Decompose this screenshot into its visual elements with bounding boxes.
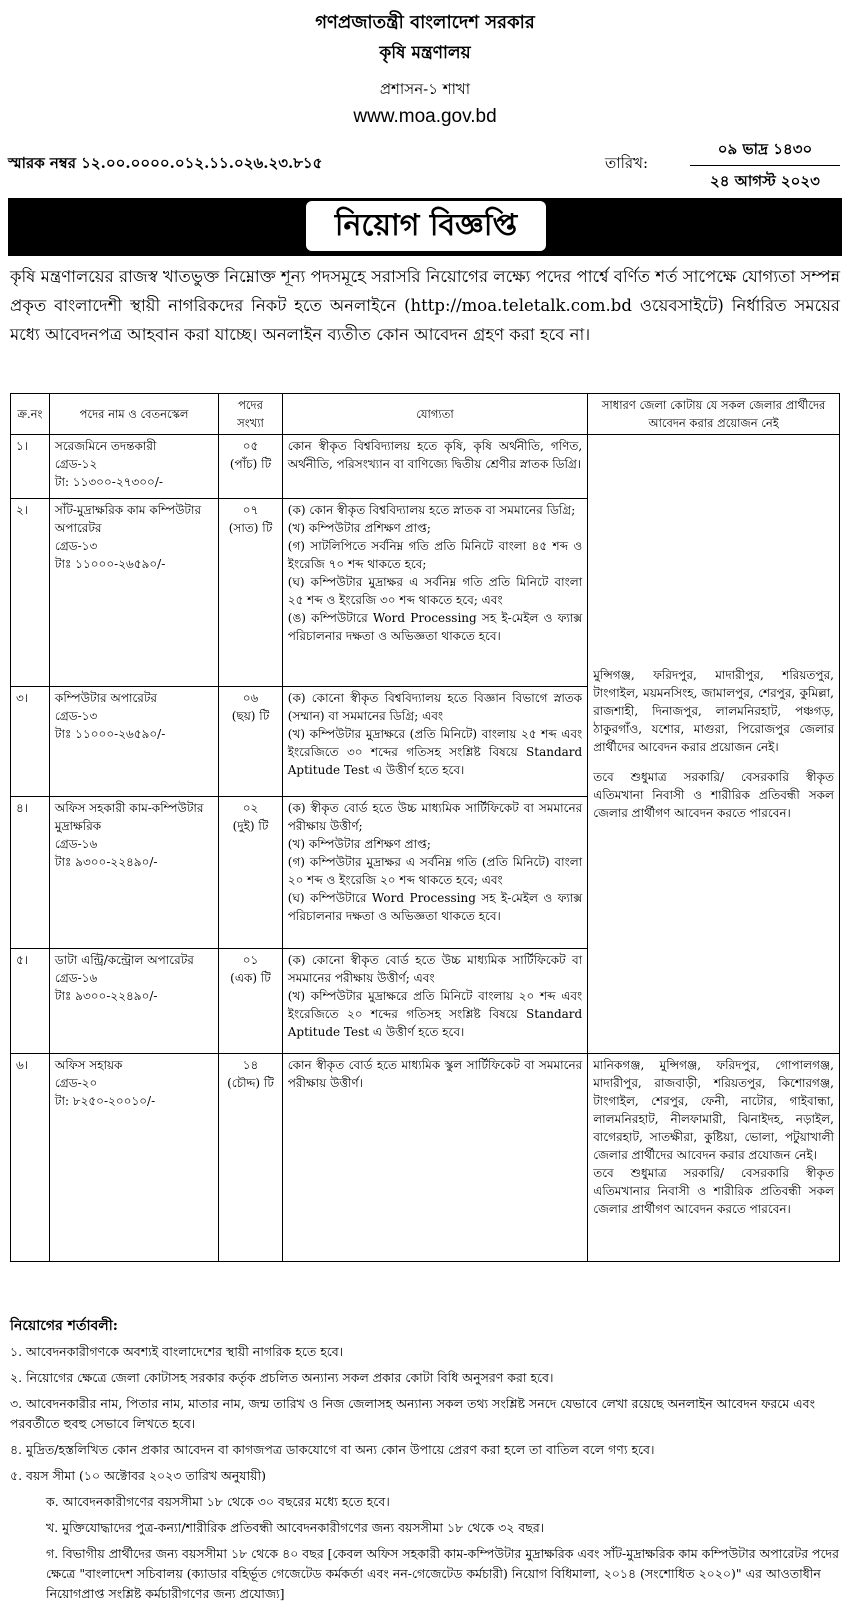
qualification-line: (ক) কোনো স্বীকৃত বোর্ড হতে উচ্চ মাধ্যমিক সার্টিফিকেট বা সমমানের পরীক্ষায় উত্তীর্ণ; এবং bbox=[287, 953, 583, 985]
header-post-count: পদের সংখ্যা bbox=[219, 394, 283, 435]
post-name-line: গ্রেড-২০ bbox=[54, 1076, 98, 1090]
qualification-line: (ক) স্বীকৃত বোর্ড হতে উচ্চ মাধ্যমিক সার্টিফিকেট বা সমমানের পরীক্ষায় উত্তীর্ণ; bbox=[287, 801, 583, 833]
intro-paragraph: কৃষি মন্ত্রণালয়ের রাজস্ব খাতভুক্ত নিম্নোক্ত শূন্য পদসমূহে সরাসরি নিয়োগের লক্ষ্যে পদের পার্শ্বে বর্ণিত শর্ত সাপেক্ষে যোগ্যতা সম্পন্ন প্রকৃত বাংলাদেশী স্থায়ী নাগরিকদের নিকট হতে অনলাইনে (http://moa.teletalk.com.bd ওয়েবসাইটে) নির্ধারিত সময়ের মধ্যে আবেদনপত্র আহবান করা যাচ্ছে। অনলাইন ব্যতীত কোন আবেদন গ্রহণ করা হবে না। bbox=[10, 267, 840, 344]
cell-post-name bbox=[49, 435, 218, 499]
cell-post-count bbox=[219, 797, 283, 949]
cell-qualification bbox=[282, 797, 587, 949]
quota-paragraph: মুন্সিগঞ্জ, ফরিদপুর, মাদারীপুর, শরিয়তপুর, টাংগাইল, ময়মনসিংহ, জামালপুর, শেরপুর, কুমিল্লা, রাজশাহী, দিনাজপুর, লালমনিরহাট, পঞ্চগড়, ঠাকুরগাঁও, যশোর, মাগুরা, পিরোজপুর জেলার প্রার্থীদের আবেদন করার প্রয়োজন নেই। bbox=[593, 668, 834, 754]
post-count-line: ০৫ bbox=[242, 439, 259, 453]
qualification-line: (গ) কম্পিউটার মুদ্রাক্ষর এ সর্বনিম্ন গতি (প্রতি মিনিটে) বাংলা ২০ শব্দ ও ইংরেজি ২০ শব্দ থাকতে হবে; এবং bbox=[287, 855, 583, 887]
post-name-line: ডাটা এন্ট্রি/কন্ট্রোল অপারেটর bbox=[54, 953, 194, 967]
branch-name: প্রশাসন-১ শাখা bbox=[379, 80, 471, 98]
qualification-line: (গ) সাটলিপিতে সর্বনিম্ন গতি প্রতি মিনিটে বাংলা ৪৫ শব্দ ও ইংরেজি ৭০ শব্দ থাকতে হবে; bbox=[287, 539, 583, 571]
post-count-line: (এক) টি bbox=[230, 971, 271, 985]
cell-post-count bbox=[219, 499, 283, 687]
cell-qualification bbox=[282, 499, 587, 687]
date-block bbox=[690, 138, 840, 195]
cell-post-name bbox=[49, 687, 218, 797]
post-name-line: গ্রেড-১৬ bbox=[54, 971, 98, 985]
cell-serial: ১। bbox=[11, 435, 50, 499]
header-serial: ক্র.নং bbox=[11, 394, 50, 435]
notice-title: নিয়োগ বিজ্ঞপ্তি bbox=[306, 201, 546, 251]
post-name-line: সাঁট-মুদ্রাক্ষরিক কাম কম্পিউটার অপারেটর bbox=[54, 503, 202, 535]
quota-paragraph: তবে শুধুমাত্র সরকারি/ বেসরকারি স্বীকৃত এতিমখানার নিবাসী ও শারীরিক প্রতিবন্ধী সকল জেলার প্রার্থীগণ আবেদন করতে পারবেন। bbox=[593, 1166, 834, 1216]
qualification-line: কোন স্বীকৃত বোর্ড হতে মাধ্যমিক স্কুল সার্টিফিকেট বা সমমানের পরীক্ষায় উত্তীর্ণ। bbox=[287, 1058, 583, 1090]
post-name-line: অফিস সহকারী কাম-কম্পিউটার মুদ্রাক্ষরিক bbox=[54, 801, 204, 833]
post-name-line: টা: ১১৩০০-২৭৩০০/- bbox=[54, 475, 163, 489]
qualification-line: (ক) কোন স্বীকৃত বিশ্ববিদ্যালয় হতে স্নাতক বা সমমানের ডিগ্রি; bbox=[287, 503, 576, 517]
post-name-line: গ্রেড-১৩ bbox=[54, 539, 98, 553]
cell-qualification bbox=[282, 435, 587, 499]
qualification-line: (ঘ) কম্পিউটারে Word Processing সহ ই-মেইল ও ফ্যাক্স পরিচালনার দক্ষতা ও অভিজ্ঞতা থাকতে হবে। bbox=[287, 891, 583, 923]
cell-qualification bbox=[282, 1054, 587, 1262]
post-count-line: ০৬ bbox=[242, 691, 259, 705]
post-count-line: ০১ bbox=[242, 953, 259, 967]
conditions-section bbox=[10, 1316, 840, 1610]
header-post-name: পদের নাম ও বেতনস্কেল bbox=[49, 394, 218, 435]
qualification-line: (খ) কম্পিউটার প্রশিক্ষণ প্রাপ্ত; bbox=[287, 521, 431, 535]
table-row bbox=[11, 435, 840, 499]
cell-qualification bbox=[282, 687, 587, 797]
cell-serial: ৪। bbox=[11, 797, 50, 949]
condition-subitem: ক. আবেদনকারীগণের বয়সসীমা ১৮ থেকে ৩০ বছরের মধ্যে হতে হবে। bbox=[46, 1494, 390, 1509]
post-name-line: সরেজমিনে তদন্তকারী bbox=[54, 439, 157, 453]
post-name-line: গ্রেড-১৩ bbox=[54, 709, 98, 723]
cell-serial: ৬। bbox=[11, 1054, 50, 1262]
post-count-line: (সাত) টি bbox=[228, 521, 273, 535]
cell-post-name bbox=[49, 797, 218, 949]
conditions-title: নিয়োগের শর্তাবলী: bbox=[10, 1318, 118, 1334]
date-label: তারিখ: bbox=[605, 154, 649, 172]
qualification-line: (খ) কম্পিউটার মুদ্রাক্ষরে (প্রতি মিনিটে) বাংলায় ২৫ শব্দ এবং ইংরেজিতে ৩০ শব্দের গতিসহ সংশ্লিষ্ট বিষয়ে Standard Aptitude Test এ উত্তীর্ণ হতে হবে। bbox=[287, 727, 583, 777]
date-english: ২৪ আগস্ট ২০২৩ bbox=[710, 172, 820, 190]
quota-paragraph: তবে শুধুমাত্র সরকারি/ বেসরকারি স্বীকৃত এতিমখানা নিবাসী ও শারীরিক প্রতিবন্ধী সকল জেলার প্রার্থীগণ আবেদন করতে পারবেন। bbox=[593, 770, 834, 820]
post-name-line: গ্রেড-১২ bbox=[54, 457, 98, 471]
table-row bbox=[11, 1054, 840, 1262]
condition-subitem: গ. বিভাগীয় প্রার্থীদের জন্য বয়সসীমা ১৮ থেকে ৪০ বছর [কেবল অফিস সহকারী কাম-কম্পিউটার মুদ্রাক্ষরিক এবং সাঁট-মুদ্রাক্ষরিক কাম কম্পিউটার অপারেটর পদের ক্ষেত্রে "বাংলাদেশ সচিবালয় (ক্যাডার বহির্ভূত গেজেটেড কর্মকর্তা এবং নন-গেজেটেড কর্মচারী) নিয়োগ বিধিমালা, ২০১৪ (সংশোধিত ২০২০)" এর আওতাধীন নিয়োগপ্রাপ্ত সংশ্লিষ্ট কর্মচারীগণের জন্য প্রযোজ্য] bbox=[46, 1546, 839, 1601]
table-header-row bbox=[11, 394, 840, 435]
condition-item: ২. নিয়োগের ক্ষেত্রে জেলা কোটাসহ সরকার কর্তৃক প্রচলিত অন্যান্য সকল প্রকার কোটা বিধি অনুসরণ করা হবে। bbox=[10, 1370, 554, 1385]
post-count-line: ০৭ bbox=[242, 503, 259, 517]
condition-item: ১. আবেদনকারীগণকে অবশ্যই বাংলাদেশের স্থায়ী নাগরিক হতে হবে। bbox=[10, 1344, 344, 1359]
cell-serial: ৫। bbox=[11, 949, 50, 1054]
header-quota: সাধারণ জেলা কোটায় যে সকল জেলার প্রার্থীদের আবেদন করার প্রয়োজন নেই bbox=[588, 394, 840, 435]
qualification-line: (ঙ) কম্পিউটারে Word Processing সহ ই-মেইল ও ফ্যাক্স পরিচালনার দক্ষতা ও অভিজ্ঞতা থাকতে হবে। bbox=[287, 611, 583, 643]
cell-quota-group-a bbox=[588, 435, 840, 1054]
cell-post-name bbox=[49, 499, 218, 687]
cell-post-name bbox=[49, 949, 218, 1054]
post-name-line: গ্রেড-১৬ bbox=[54, 837, 98, 851]
condition-item: ৫. বয়স সীমা (১০ অক্টোবর ২০২৩ তারিখ অনুযায়ী) bbox=[10, 1468, 266, 1483]
qualification-line: (ক) কোনো স্বীকৃত বিশ্ববিদ্যালয় হতে বিজ্ঞান বিভাগে স্নাতক (সম্মান) বা সমমানের ডিগ্রি; এবং bbox=[287, 691, 583, 723]
memo-number: স্মারক নম্বর ১২.০০.০০০০.০১২.১১.০২৬.২৩.৮১৫ bbox=[8, 154, 323, 172]
post-count-line: ০২ bbox=[242, 801, 259, 815]
qualification-line: (খ) কম্পিউটার মুদ্রাক্ষরে প্রতি মিনিটে বাংলায় ২০ শব্দ এবং ইংরেজিতে ২০ শব্দের গতিসহ সংশ্লিষ্ট বিষয়ে Standard Aptitude Test এ উত্তীর্ণ হতে হবে। bbox=[287, 989, 583, 1039]
post-count-line: (চৌদ্দ) টি bbox=[227, 1076, 274, 1090]
condition-subitem: খ. মুক্তিযোদ্ধাদের পুত্র-কন্যা/শারীরিক প্রতিবন্ধী আবেদনকারীগণের জন্য বয়সসীমা ১৮ থেকে ৩২ বছর। bbox=[46, 1520, 545, 1535]
cell-qualification bbox=[282, 949, 587, 1054]
condition-item: ৪. মুদ্রিত/হস্তলিখিত কোন প্রকার আবেদন বা কাগজপত্র ডাকযোগে বা অন্য কোন উপায়ে প্রেরণ করা হলে তা বাতিল বলে গণ্য হবে। bbox=[10, 1442, 655, 1457]
post-count-line: (ছয়) টি bbox=[231, 709, 270, 723]
post-name-line: টাঃ ৯৩০০-২২৪৯০/- bbox=[54, 855, 158, 869]
cell-post-name bbox=[49, 1054, 218, 1262]
post-name-line: কম্পিউটার অপারেটর bbox=[54, 691, 158, 705]
post-name-line: টাঃ ১১০০০-২৬৫৯০/- bbox=[54, 557, 166, 571]
quota-paragraph: মানিকগঞ্জ, মুন্সিগঞ্জ, ফরিদপুর, গোপালগঞ্জ, মাদারীপুর, রাজবাড়ী, শরিয়তপুর, কিশোরগঞ্জ, টাংগাইল, শেরপুর, ফেনী, নাটোর, গাইবান্ধা, লালমনিরহাট, নীলফামারী, ঝিনাইদহ, নড়াইল, বাগেরহাট, সাতক্ষীরা, কুষ্টিয়া, ভোলা, পটুয়াখালী জেলার প্রার্থীদের আবেদন করার প্রযোজন নেই। bbox=[593, 1058, 834, 1162]
post-count-line: ১৪ bbox=[242, 1058, 259, 1072]
cell-post-count bbox=[219, 687, 283, 797]
header-qualification: যোগ্যতা bbox=[282, 394, 587, 435]
post-count-line: (পাঁচ) টি bbox=[229, 457, 272, 471]
post-count-line: (দুই) টি bbox=[232, 819, 269, 833]
condition-item: ৩. আবেদনকারীর নাম, পিতার নাম, মাতার নাম, জন্ম তারিখ ও নিজ জেলাসহ অন্যান্য সকল তথ্য সংশ্লিষ্ট সনদে যেভাবে লেখা রয়েছে অনলাইন আবেদন ফরমে এবং পরবর্তীতে হুবহু সেভাবে লিখতে হবে। bbox=[10, 1396, 815, 1431]
cell-post-count bbox=[219, 1054, 283, 1262]
qualification-line: (খ) কম্পিউটার প্রশিক্ষণ প্রাপ্ত; bbox=[287, 837, 431, 851]
ministry-name: কৃষি মন্ত্রণালয় bbox=[379, 43, 471, 63]
post-name-line: টাঃ ১১০০০-২৬৫৯০/- bbox=[54, 727, 166, 741]
cell-serial: ২। bbox=[11, 499, 50, 687]
post-name-line: টাঃ ৯৩০০-২২৪৯০/- bbox=[54, 989, 158, 1003]
cell-post-count bbox=[219, 435, 283, 499]
qualification-line: কোন স্বীকৃত বিশ্ববিদ্যালয় হতে কৃষি, কৃষি অর্থনীতি, গণিত, অর্থনীতি, পরিসংখ্যান বা বাণিজ্যে দ্বিতীয় শ্রেণীর স্নাতক ডিগ্রি। bbox=[287, 439, 583, 471]
cell-serial: ৩। bbox=[11, 687, 50, 797]
website-link[interactable]: www.moa.gov.bd bbox=[353, 106, 497, 127]
government-name: গণপ্রজাতন্ত্রী বাংলাদেশ সরকার bbox=[315, 12, 535, 33]
vacancy-table bbox=[10, 393, 840, 1262]
post-name-line: অফিস সহায়ক bbox=[54, 1058, 123, 1072]
date-bangla: ০৯ ভাদ্র ১৪৩০ bbox=[690, 138, 840, 166]
cell-post-count bbox=[219, 949, 283, 1054]
post-name-line: টা: ৮২৫০-২০০১০/- bbox=[54, 1094, 156, 1108]
cell-quota-group-b bbox=[588, 1054, 840, 1262]
qualification-line: (ঘ) কম্পিউটার মুদ্রাক্ষর এ সর্বনিম্ন গতি প্রতি মিনিটে বাংলা ২৫ শব্দ ও ইংরেজি ৩০ শব্দ থাকতে হবে; এবং bbox=[287, 575, 583, 607]
